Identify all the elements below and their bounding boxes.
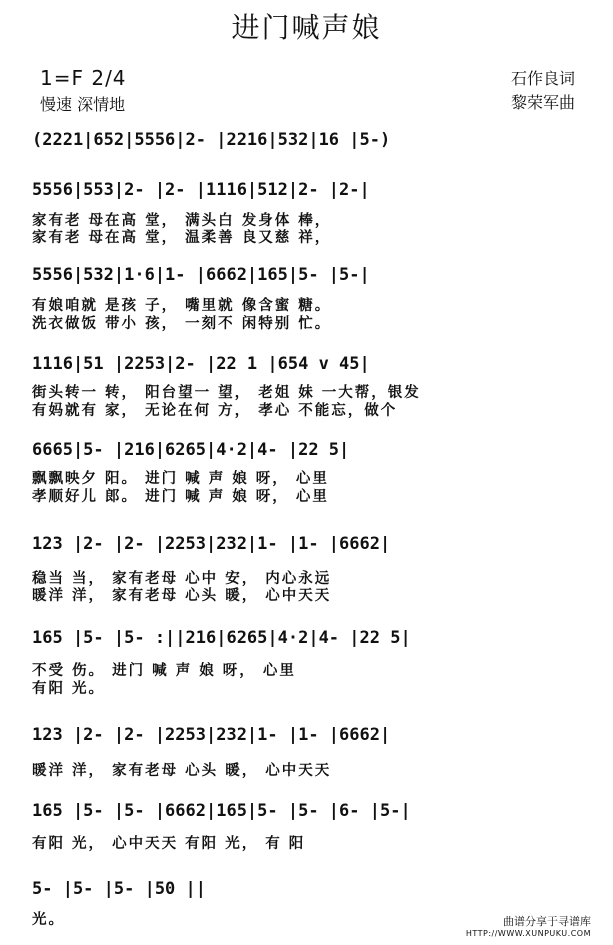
watermark-url: HTTP://WWW.XUNPUKU.COM (465, 929, 591, 938)
lyric-verse-1: 家有老 母在高 堂， 满头白 发身体 棒， (32, 213, 332, 229)
tempo-marking: 慢速 深情地 (40, 95, 126, 114)
notation-line-8: 123 |2- |2- |2253|232|1- |1- |6662| (32, 725, 391, 745)
notation-line-10: 5- |5- |5- |50 || (32, 879, 206, 899)
notation-line-9: 165 |5- |5- |6662|165|5- |5- |6- |5-| (32, 801, 411, 821)
lyric-verse-1: 飘飘映夕 阳。 进门 喊 声 娘 呀， 心里 (32, 471, 329, 487)
lyric-verse-2: 孝顺好儿 郎。 进门 喊 声 娘 呀， 心里 (32, 489, 329, 505)
lyric-line: 光。 (32, 912, 65, 928)
notation-line-6: 123 |2- |2- |2253|232|1- |1- |6662| (32, 534, 391, 554)
watermark-text: 曲谱分享于寻谱库 (503, 915, 591, 928)
lyric-verse-2: 家有老 母在高 堂， 温柔善 良又慈 祥， (32, 230, 332, 246)
notation-line-2: 5556|553|2- |2- |1116|512|2- |2-| (32, 180, 370, 200)
notation-line-5: 6665|5- |216|6265|4·2|4- |22 5| (32, 440, 350, 460)
lyric-verse-2: 暖洋 洋， 家有老母 心头 暖， 心中天天 (32, 588, 332, 604)
key-signature: 1=F 2/4 (40, 66, 127, 90)
lyric-verse-2: 有妈就有 家， 无论在何 方， 孝心 不能忘，做个 (32, 403, 398, 419)
lyric-verse-1: 有娘咱就 是孩 子， 嘴里就 像含蜜 糖。 (32, 298, 332, 314)
notation-line-7: 165 |5- |5- :||216|6265|4·2|4- |22 5| (32, 628, 411, 648)
lyric-verse-1: 街头转一 转， 阳台望一 望， 老姐 妹 一大帮，银发 (32, 385, 421, 401)
notation-line-1: (2221|652|5556|2- |2216|532|16 |5-) (32, 130, 391, 150)
composer-credit: 黎荣军曲 (510, 93, 575, 112)
notation-line-4: 1116|51 |2253|2- |22 1 |654 v 45| (32, 354, 370, 374)
song-title: 进门喊声娘 (231, 11, 382, 44)
lyric-verse-1: 不受 伤。 进门 喊 声 娘 呀， 心里 (32, 663, 296, 679)
lyric-verse-2: 洗衣做饭 带小 孩， 一刻不 闲特别 忙。 (32, 316, 332, 332)
watermark (466, 916, 591, 940)
lyric-verse-1: 稳当 当， 家有老母 心中 安， 内心永远 (32, 571, 332, 587)
lyricist-credit: 石作良词 (510, 69, 575, 88)
lyric-line: 有阳 光， 心中天天 有阳 光， 有 阳 (32, 836, 306, 852)
notation-line-3: 5556|532|1·6|1- |6662|165|5- |5-| (32, 265, 370, 285)
lyric-verse-2: 有阳 光。 (32, 681, 106, 697)
lyric-line: 暖洋 洋， 家有老母 心头 暖， 心中天天 (32, 763, 332, 779)
